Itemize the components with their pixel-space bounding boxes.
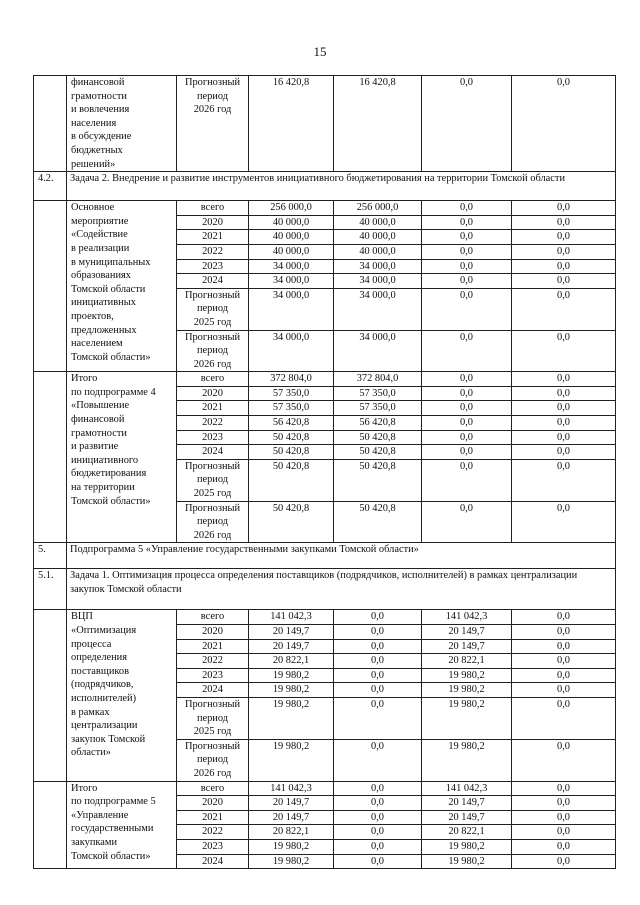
description-line: Томской области» [71,850,151,862]
total-cell: 50 420,8 [249,445,334,460]
regional-budget-cell: 40 000,0 [334,244,422,259]
description-line: централизации [71,720,138,732]
table-row [34,76,616,172]
period-line: Прогнозный [184,740,241,752]
extra-source-cell: 0,0 [512,76,616,172]
period-line: всего [200,373,225,385]
extra-source-cell: 0,0 [512,854,616,869]
description-line: в рамках [71,706,110,718]
description-line: и вовлечения [71,104,130,116]
period-cell [177,639,249,654]
other-source-cell: 141 042,3 [422,781,512,796]
period-line: 2021 [202,640,223,652]
other-source-cell: 0,0 [422,244,512,259]
period-line: 2023 [202,431,223,443]
description-line: грамотности [71,427,127,439]
description-line: «Оптимизация [71,625,137,636]
other-source-cell: 19 980,2 [422,683,512,698]
period-line: период [196,345,229,357]
description-line: закупок Томской [71,733,146,745]
other-source-cell: 0,0 [422,501,512,543]
total-cell: 40 000,0 [249,244,334,259]
period-line: 2024 [202,446,223,458]
period-line: 2024 [202,855,223,867]
description-line: «Повышение [71,400,130,412]
period-line: 2022 [202,417,223,429]
extra-source-cell: 0,0 [512,810,616,825]
regional-budget-cell: 57 350,0 [334,401,422,416]
regional-budget-cell: 40 000,0 [334,230,422,245]
other-source-cell: 0,0 [422,259,512,274]
other-source-cell: 0,0 [422,76,512,172]
extra-source-cell: 0,0 [512,274,616,289]
section-title: Задача 1. Оптимизация процесса определения поставщиков (подрядчиков, исполнителей) в рамках централизации закупок Томской области [67,569,616,610]
description-line: государственными [71,823,154,835]
total-cell: 141 042,3 [249,781,334,796]
period-line: всего [200,782,225,794]
other-source-cell: 0,0 [422,215,512,230]
extra-source-cell: 0,0 [512,825,616,840]
period-cell [177,259,249,274]
other-source-cell: 20 149,7 [422,639,512,654]
description-line: по подпрограмме 4 [71,386,156,398]
period-line: период [196,474,229,486]
period-line: 2025 год [193,488,232,500]
period-cell [177,839,249,854]
description-line: поставщиков [71,665,129,677]
regional-budget-cell: 0,0 [334,854,422,869]
period-line: период [196,303,229,315]
other-source-cell: 19 980,2 [422,839,512,854]
total-cell: 40 000,0 [249,215,334,230]
extra-source-cell: 0,0 [512,839,616,854]
table-body [34,76,616,869]
period-cell [177,386,249,401]
extra-source-cell: 0,0 [512,610,616,625]
total-cell: 19 980,2 [249,697,334,739]
total-cell: 256 000,0 [249,201,334,216]
description-line: Томской области» [71,351,151,363]
other-source-cell: 0,0 [422,230,512,245]
extra-source-cell: 0,0 [512,230,616,245]
regional-budget-cell: 50 420,8 [334,430,422,445]
regional-budget-cell: 34 000,0 [334,274,422,289]
period-cell [177,625,249,640]
period-line: 2020 [202,216,223,228]
other-source-cell: 19 980,2 [422,697,512,739]
period-line: 2021 [202,402,223,414]
task-description-description [67,76,177,172]
period-line: 2025 год [193,726,232,738]
regional-budget-cell: 0,0 [334,668,422,683]
table-row [34,781,616,796]
total-cell: 57 350,0 [249,386,334,401]
extra-source-cell: 0,0 [512,668,616,683]
total-cell: 141 042,3 [249,610,334,625]
section-number: 5. [34,543,67,569]
total-cell: 19 980,2 [249,683,334,698]
other-source-cell: 20 149,7 [422,625,512,640]
regional-budget-cell: 0,0 [334,825,422,840]
other-source-cell: 141 042,3 [422,610,512,625]
period-cell [177,459,249,501]
description-line: «Содействие [71,229,128,241]
description-line: Основное [71,202,115,214]
total-cell: 19 980,2 [249,854,334,869]
description-line: исполнителей) [71,692,137,704]
total-cell: 19 980,2 [249,839,334,854]
extra-source-cell: 0,0 [512,401,616,416]
other-source-cell: 0,0 [422,274,512,289]
description-line: населением [71,338,123,350]
total-cell: 20 149,7 [249,796,334,811]
description-line: Томской области [71,283,146,295]
period-cell [177,668,249,683]
period-cell [177,445,249,460]
regional-budget-cell: 0,0 [334,839,422,854]
description-line: образованиях [71,270,132,282]
regional-budget-cell: 50 420,8 [334,501,422,543]
period-cell [177,430,249,445]
description-line: ВЦП [71,611,93,623]
description-line: инициативного [71,454,139,466]
other-source-cell: 0,0 [422,288,512,330]
total-cell: 20 149,7 [249,810,334,825]
period-line: период [196,754,229,766]
description-line: населения [71,117,117,129]
extra-source-cell: 0,0 [512,459,616,501]
other-source-cell: 0,0 [422,430,512,445]
extra-source-cell: 0,0 [512,386,616,401]
main-event-description [67,201,177,372]
other-source-cell: 0,0 [422,416,512,431]
period-line: 2020 [202,797,223,809]
period-cell [177,401,249,416]
other-source-cell: 20 149,7 [422,810,512,825]
extra-source-cell: 0,0 [512,654,616,669]
period-line: Прогнозный [184,502,241,514]
period-line: 2022 [202,655,223,667]
regional-budget-cell: 50 420,8 [334,445,422,460]
extra-source-cell: 0,0 [512,430,616,445]
regional-budget-cell: 34 000,0 [334,288,422,330]
extra-source-cell: 0,0 [512,288,616,330]
vcp-description [67,610,177,781]
other-source-cell: 0,0 [422,386,512,401]
row-number-cell [34,76,67,172]
period-cell [177,825,249,840]
description-line: Итого [71,373,98,385]
other-source-cell: 20 822,1 [422,654,512,669]
period-line: 2026 год [193,529,232,541]
regional-budget-cell: 40 000,0 [334,215,422,230]
period-cell [177,854,249,869]
regional-budget-cell: 0,0 [334,683,422,698]
period-line: 2026 год [193,767,232,779]
extra-source-cell: 0,0 [512,445,616,460]
financing-table [33,75,616,869]
period-cell [177,796,249,811]
table-row [34,372,616,387]
description-line: Томской области» [71,495,151,507]
regional-budget-cell: 34 000,0 [334,330,422,372]
other-source-cell: 19 980,2 [422,854,512,869]
period-cell [177,654,249,669]
period-line: 2023 [202,260,223,272]
description-line: решений» [71,158,116,170]
other-source-cell: 0,0 [422,372,512,387]
other-source-cell: 0,0 [422,445,512,460]
extra-source-cell: 0,0 [512,639,616,654]
extra-source-cell: 0,0 [512,215,616,230]
regional-budget-cell: 50 420,8 [334,459,422,501]
period-cell [177,330,249,372]
description-line: процесса [71,638,112,650]
period-line: 2024 [202,684,223,696]
period-line: 2021 [202,811,223,823]
regional-budget-cell: 57 350,0 [334,386,422,401]
total-cell: 16 420,8 [249,76,334,172]
period-cell [177,501,249,543]
description-line: бюджетных [71,144,123,156]
period-line: Прогнозный [184,460,241,472]
other-source-cell: 20 149,7 [422,796,512,811]
table-row [34,201,616,216]
total-cell: 50 420,8 [249,430,334,445]
other-source-cell: 19 980,2 [422,668,512,683]
period-line: всего [200,202,225,214]
row-number-cell [34,372,67,543]
regional-budget-cell: 16 420,8 [334,76,422,172]
period-line: 2020 [202,387,223,399]
extra-source-cell: 0,0 [512,697,616,739]
section-number: 5.1. [34,569,67,610]
description-line: на территории [71,482,135,494]
subprogram4-total-description [67,372,177,543]
total-cell: 372 804,0 [249,372,334,387]
subprogram5-total-description [67,781,177,869]
total-cell: 20 149,7 [249,625,334,640]
extra-source-cell: 0,0 [512,796,616,811]
row-number-cell [34,781,67,869]
period-line: 2026 год [193,358,232,370]
total-cell: 19 980,2 [249,668,334,683]
description-line: проектов, [71,310,114,322]
total-cell: 20 822,1 [249,654,334,669]
total-cell: 50 420,8 [249,501,334,543]
regional-budget-cell: 0,0 [334,654,422,669]
description-line: бюджетирования [71,468,147,480]
period-line: 2023 [202,840,223,852]
period-cell [177,76,249,172]
section-row [34,543,616,569]
period-cell [177,697,249,739]
description-line: предложенных [71,324,137,336]
total-cell: 57 350,0 [249,401,334,416]
description-line: по подпрограмме 5 [71,796,156,808]
description-line: области» [71,747,111,759]
extra-source-cell: 0,0 [512,501,616,543]
description-line: финансовой [71,77,125,88]
regional-budget-cell: 0,0 [334,610,422,625]
row-number-cell [34,201,67,372]
description-line: закупками [71,836,118,848]
regional-budget-cell: 256 000,0 [334,201,422,216]
period-line: период [196,90,229,102]
period-line: всего [200,611,225,623]
extra-source-cell: 0,0 [512,372,616,387]
other-source-cell: 0,0 [422,201,512,216]
total-cell: 50 420,8 [249,459,334,501]
description-line: в реализации [71,242,130,254]
table-row [34,610,616,625]
total-cell: 34 000,0 [249,288,334,330]
period-cell [177,683,249,698]
description-line: Итого [71,782,98,794]
regional-budget-cell: 0,0 [334,697,422,739]
extra-source-cell: 0,0 [512,625,616,640]
description-line: мероприятие [71,215,129,227]
regional-budget-cell: 0,0 [334,639,422,654]
period-line: Прогнозный [184,289,241,301]
extra-source-cell: 0,0 [512,416,616,431]
other-source-cell: 0,0 [422,401,512,416]
regional-budget-cell: 0,0 [334,796,422,811]
page-number: 15 [313,44,327,59]
extra-source-cell: 0,0 [512,330,616,372]
total-cell: 34 000,0 [249,330,334,372]
extra-source-cell: 0,0 [512,739,616,781]
description-line: «Управление [71,809,129,821]
period-line: 2020 [202,626,223,637]
total-cell: 56 420,8 [249,416,334,431]
total-cell: 34 000,0 [249,274,334,289]
section-row [34,172,616,201]
period-cell [177,416,249,431]
extra-source-cell: 0,0 [512,201,616,216]
period-cell [177,230,249,245]
period-line: 2022 [202,826,223,838]
period-cell [177,810,249,825]
extra-source-cell: 0,0 [512,244,616,259]
description-line: и развитие [71,441,119,453]
other-source-cell: 0,0 [422,330,512,372]
period-cell [177,372,249,387]
period-line: 2022 [202,245,223,257]
description-line: инициативных [71,297,136,309]
period-cell [177,244,249,259]
regional-budget-cell: 0,0 [334,739,422,781]
other-source-cell: 19 980,2 [422,739,512,781]
period-line: Прогнозный [184,331,241,343]
row-number-cell [34,610,67,781]
period-line: 2025 год [193,316,232,328]
extra-source-cell: 0,0 [512,781,616,796]
section-title: Подпрограмма 5 «Управление государственными закупками Томской области» [67,543,616,569]
period-line: 2021 [202,231,223,243]
regional-budget-cell: 372 804,0 [334,372,422,387]
total-cell: 40 000,0 [249,230,334,245]
regional-budget-cell: 56 420,8 [334,416,422,431]
regional-budget-cell: 0,0 [334,625,422,640]
other-source-cell: 0,0 [422,459,512,501]
regional-budget-cell: 34 000,0 [334,259,422,274]
description-line: определения [71,652,128,664]
description-line: грамотности [71,90,127,102]
other-source-cell: 20 822,1 [422,825,512,840]
total-cell: 20 149,7 [249,639,334,654]
period-cell [177,610,249,625]
extra-source-cell: 0,0 [512,259,616,274]
section-row [34,569,616,610]
extra-source-cell: 0,0 [512,683,616,698]
total-cell: 34 000,0 [249,259,334,274]
description-line: в муниципальных [71,256,151,268]
regional-budget-cell: 0,0 [334,781,422,796]
period-line: период [196,516,229,528]
description-line: финансовой [71,414,125,426]
section-title: Задача 2. Внедрение и развитие инструментов инициативного бюджетирования на территории Томской области [67,172,616,201]
regional-budget-cell: 0,0 [334,810,422,825]
period-line: 2024 [202,275,223,287]
description-line: (подрядчиков, [71,679,134,691]
period-cell [177,201,249,216]
total-cell: 19 980,2 [249,739,334,781]
period-line: 2026 год [193,104,232,116]
period-line: 2023 [202,669,223,681]
period-cell [177,288,249,330]
period-line: период [196,712,229,724]
period-cell [177,215,249,230]
period-line: Прогнозный [184,77,241,88]
period-cell [177,739,249,781]
section-number: 4.2. [34,172,67,201]
description-line: в обсуждение [71,131,132,143]
period-cell [177,274,249,289]
period-cell [177,781,249,796]
period-line: Прогнозный [184,698,241,710]
total-cell: 20 822,1 [249,825,334,840]
